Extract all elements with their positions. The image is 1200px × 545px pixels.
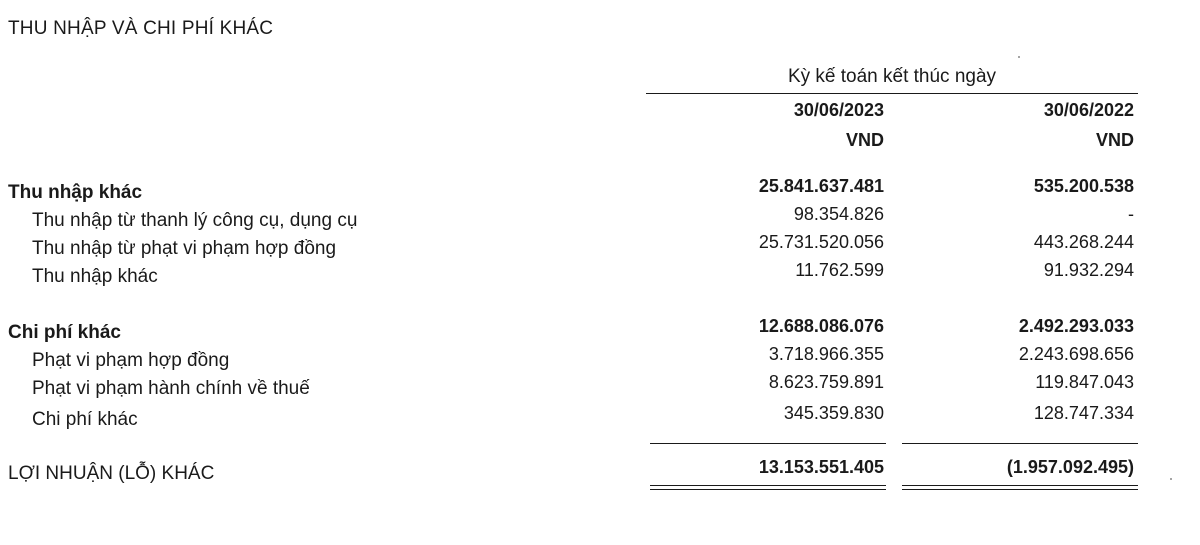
col1-date: 30/06/2023	[793, 100, 884, 120]
col2-currency: VND	[1095, 130, 1134, 150]
other-expenses-item-2022: 2.243.698.656	[1018, 344, 1134, 364]
scan-speck	[1170, 478, 1172, 480]
other-expenses-item-2023: 345.359.830	[783, 403, 884, 423]
other-income-total-2022: 535.200.538	[1033, 176, 1134, 196]
other-income-item-2022: 443.268.244	[1033, 232, 1134, 252]
period-header: Kỳ kế toán kết thúc ngày	[787, 66, 997, 87]
other-income-item-2023: 98.354.826	[793, 204, 884, 224]
other-expenses-item-2022: 128.747.334	[1033, 403, 1134, 423]
other-profit-2023: 13.153.551.405	[758, 457, 884, 477]
total-double-rule-2023	[650, 485, 886, 490]
other-expenses-total-2023: 12.688.086.076	[758, 316, 884, 336]
col1-currency: VND	[845, 130, 884, 150]
other-income-label: Thu nhập khác	[8, 182, 143, 203]
other-income-item-2022: 91.932.294	[1043, 260, 1134, 280]
section-title: THU NHẬP VÀ CHI PHÍ KHÁC	[8, 18, 274, 39]
other-income-item-2023: 25.731.520.056	[758, 232, 884, 252]
other-income-item-2023: 11.762.599	[795, 260, 884, 280]
other-income-item-label: Thu nhập khác	[32, 266, 158, 287]
scan-speck	[1018, 56, 1020, 58]
col2-date: 30/06/2022	[1043, 100, 1134, 120]
total-double-rule-2022	[902, 485, 1138, 490]
other-income-item-label: Thu nhập từ phạt vi phạm hợp đồng	[32, 238, 337, 259]
other-expenses-item-label: Chi phí khác	[32, 409, 138, 430]
period-header-rule	[646, 93, 1138, 94]
other-expenses-item-2023: 3.718.966.355	[768, 344, 884, 364]
other-profit-2022: (1.957.092.495)	[1006, 457, 1134, 477]
other-expenses-label: Chi phí khác	[8, 322, 121, 343]
other-income-total-2023: 25.841.637.481	[758, 176, 884, 196]
subtotal-rule-2022	[902, 443, 1138, 444]
other-income-item-label: Thu nhập từ thanh lý công cụ, dụng cụ	[32, 210, 358, 231]
other-expenses-total-2022: 2.492.293.033	[1018, 316, 1134, 336]
other-expenses-item-2022: 119.847.043	[1035, 372, 1134, 392]
other-expenses-item-label: Phạt vi phạm hành chính về thuế	[32, 378, 310, 399]
subtotal-rule-2023	[650, 443, 886, 444]
other-income-item-2022: -	[1128, 204, 1134, 224]
other-expenses-item-label: Phạt vi phạm hợp đồng	[32, 350, 230, 371]
other-profit-label: LỢI NHUẬN (LỖ) KHÁC	[8, 463, 215, 484]
other-expenses-item-2023: 8.623.759.891	[768, 372, 884, 392]
